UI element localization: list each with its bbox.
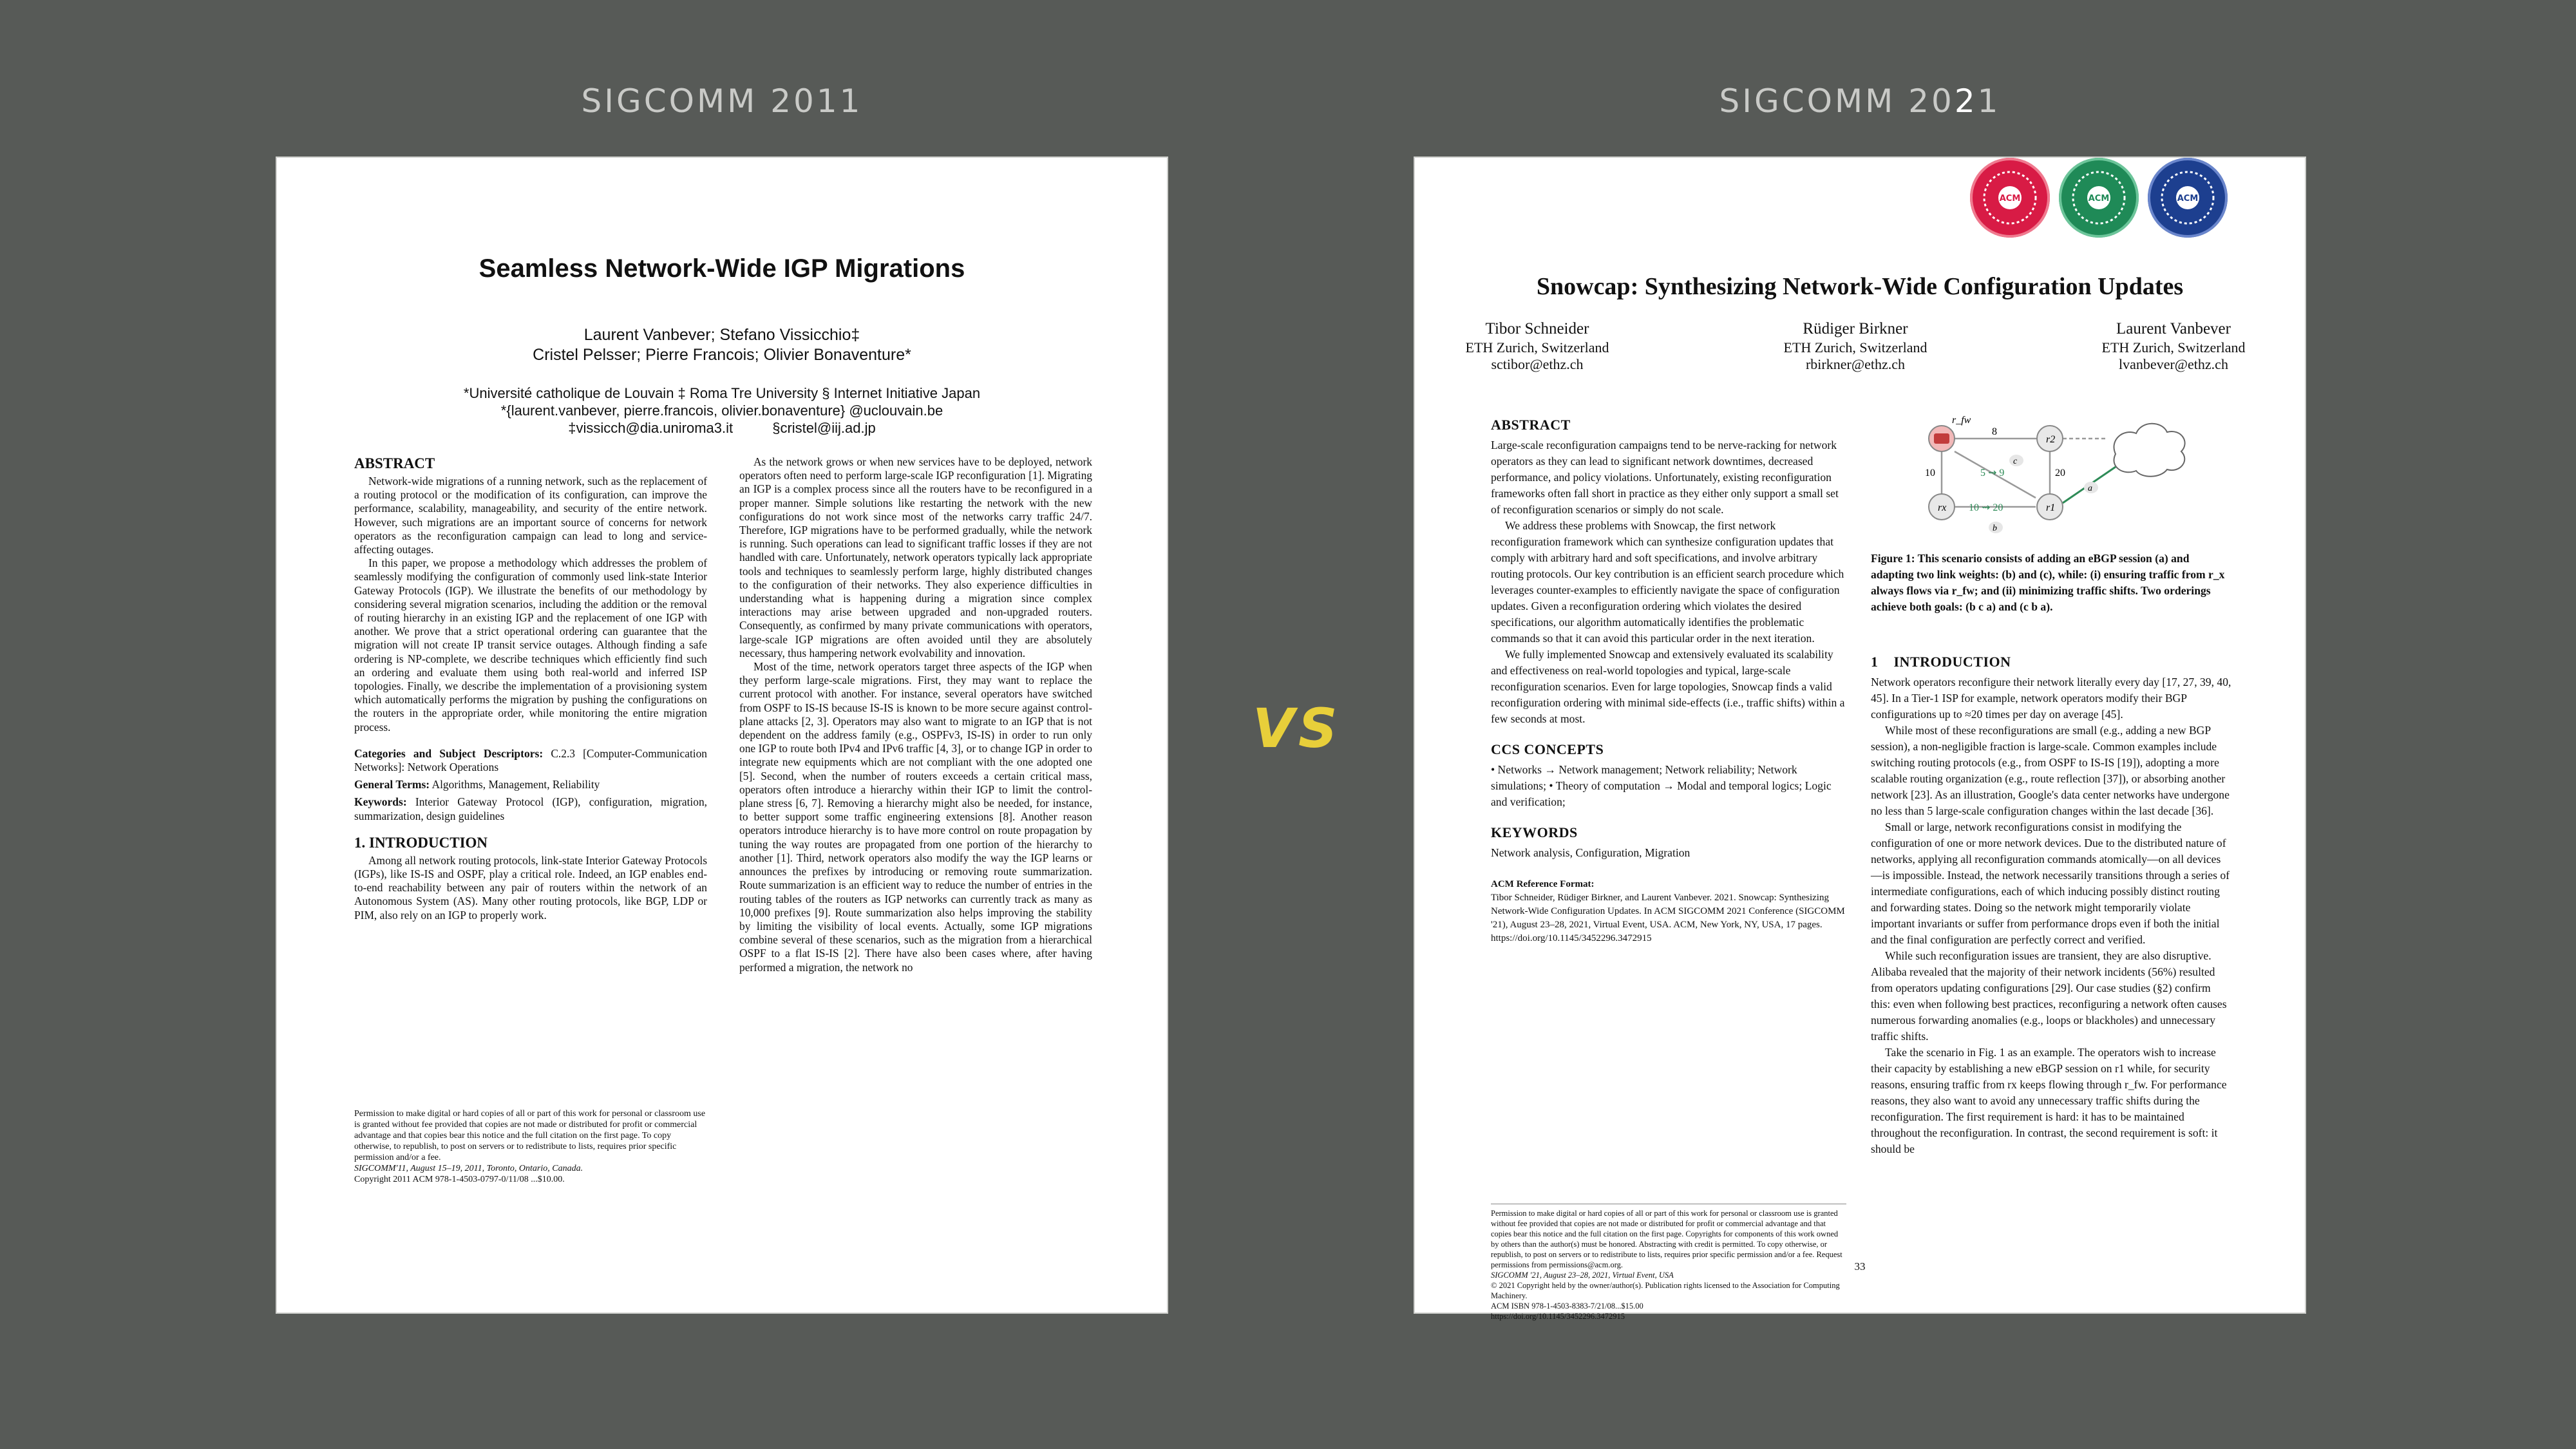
abstract-paragraph-2: We address these problems with Snowcap, the first network reconfiguration framework which can synthesize configuration updates that comply with arbitrary hard and soft specifications, and involve arbitrary routing protocols. Our key contribution is an efficient search procedure which leverages counter-examples to efficiently navigate the space of configuration updates. Given a reconfiguration ordering which violates the desired specifications, our algorithm automatically identifies the problematic commands so that it can avoid this particular order in the next iteration. [1491,519,1844,645]
badge-results-reproduced [2148,158,2228,238]
introduction-paragraph-1: Among all network routing protocols, link-state Interior Gateway Protocols (IGPs), like IS-IS and OSPF, play a critical role. Indeed, an IGP enables end-to-end reachability between any pair of routers within the network of an Autonomous System (AS). Many other routing protocols, like BGP, LDP or PIM, also rely on an IGP to properly work. [354,853,707,922]
affil-line-1: *Université catholique de Louvain ‡ Roma Tre University § Internet Initiative Japan [463,385,981,401]
author-2 [1739,319,1971,373]
author-name: Laurent Vanbever [2116,320,2231,337]
acm-seal-icon [2059,158,2139,238]
acm-reference-heading: ACM Reference Format: [1491,879,1595,889]
svg-text:ACM: ACM [2177,194,2199,204]
right-label-highlight: 2 [1954,82,1978,120]
acm-seal-icon [2148,158,2228,238]
introduction-paragraph-3: Small or large, network reconfigurations consist in modifying the configuration of one or more network devices. Due to the distributed nature of networks, applying all reconfiguration commands atomically—on all devices—is impossible. Instead, the network necessarily transitions through a series of intermediate configurations, each of which inducing possibly distinct routing and forwarding states. Doing so the network might temporarily violate important invariants or suffer from performance drops even if both the initial and the final configuration are perfectly correct and verified. [1871,820,2230,946]
abstract-heading: ABSTRACT [1491,417,1571,433]
introduction-paragraph-5: Take the scenario in Fig. 1 as an example. The operators wish to increase their capacity by establishing a new eBGP session on r1 while, for security reasons, ensuring traffic from rx keeps flowing through r_fw. For performance reasons, they also want to avoid any unnecessary traffic shifts during the reconfiguration. The first requirement is hard: it has to be maintained throughout the reconfiguration. In contrast, the second requirement is soft: it should be [1871,1046,2227,1155]
authors-line-1: Laurent Vanbever; Stefano Vissicchio‡ [583,326,860,344]
copyright-line: Copyright 2011 ACM 978-1-4503-0797-0/11/08 ...$10.00. [354,1175,565,1184]
author-name: Rüdiger Birkner [1803,320,1908,337]
keywords-text: Network analysis, Configuration, Migration [1491,846,1690,859]
abstract-paragraph-1: Large-scale reconfiguration campaigns tend to be nerve-racking for network operators as they can lead to significant network downtimes, decreased performance, and policy violations. Unfortunately, existing reconfiguration frameworks often fall short in practice as they either only support a small set of reconfiguration scenarios or simply do not scale. [1491,439,1839,516]
column2-paragraph-2: Most of the time, network operators target three aspects of the IGP when they perform large-scale migrations. First, they may want to replace the current protocol with another. For instance, several operators have switched from OSPF to IS-IS because IS-IS is known to be more secure against control-plane attacks [2, 3]. Operators may also want to migrate to an IGP that is not dependent on the address family (e.g., OSPFv3, IS-IS) in order to run only one IGP to route both IPv4 and IPv6 traffic [4, 3], or to change IGP in order to integrate new equipments which are not compliant with the one adopted one [5]. Second, when the number of routers exceeds a certain critical mass, operators often introduce a hierarchy within their IGP to limit the control-plane stress [6, 7]. Removing a hierarchy might also be needed, for instance, to better support some traffic engineering extensions [8]. Another reason operators introduce hierarchy is to have more control on route propagation by tuning the way routes are propagated from one portion of the hierarchy to another [1]. Third, network operators also modify the way the IGP learns or announces the prefixes by introducing or removing route summarization. Route summarization is an efficient way to reduce the number of entries in the routing tables of the routers as IGP networks can currently track as many as 10,000 prefixes [9]. Route summarization also helps improving the stability by limiting the visibility of local events. Actually, some IGP migrations combine several of these scenarios, such as the migration from a hierarchical OSPF to a flat IS-IS [2]. There have also been cases where, after having performed a migration, the network no [739,660,1092,974]
copyright-block [354,1108,707,1185]
right-column-1 [1491,417,1846,945]
badge-artifacts-available [2059,158,2139,238]
copyright-notice: Permission to make digital or hard copies of all or part of this work for personal or classroom use is granted without fee provided that copies are not made or distributed for profit or commercial advantage and that copies bear this notice and the full citation on the first page. To copy otherwise, to republish, to post on servers or to redistribute to lists, requires prior specific permission and/or a fee. [354,1109,706,1162]
introduction-heading: 1. INTRODUCTION [354,834,488,851]
weight-bottom: 10 ⇝ 20 [1969,502,2003,513]
affil-line-3: ‡vissicch@dia.uniroma3.it §cristel@iij.ad.jp [568,420,876,436]
right-slide-label [1719,82,2001,120]
affil-line-2: *{laurent.vanbever, pierre.francois, olivier.bonaventure} @uclouvain.be [500,402,943,419]
weight-top: 8 [1992,426,1997,437]
figure-1 [1871,414,2231,691]
vs-label: VS [1253,697,1341,760]
tag-b: b [1993,524,1997,533]
ccs-text: • Networks → Network management; Network reliability; Network simulations; • Theory of computation → Modal and temporal logics; Logic and verification; [1491,763,1832,808]
introduction-paragraph-1: Network operators reconfigure their network literally every day [17, 27, 39, 40, 45]. In a Tier-1 ISP for example, network operators modify their BGP configurations up to ≈20 times per day on average [45]. [1871,676,2231,721]
label-rx: rx [1938,502,1947,513]
label-rfw: r_fw [1952,415,1971,426]
paper-title: Snowcap: Synthesizing Network-Wide Configuration Updates [1536,273,2184,300]
copyright-venue: SIGCOMM '21, August 23–28, 2021, Virtual Event, USA [1491,1271,1674,1280]
abstract-heading: ABSTRACT [354,455,435,471]
affiliations [277,384,1167,437]
firewall-icon [1934,433,1949,444]
copyright-owner: © 2021 Copyright held by the owner/author(s). Publication rights licensed to the Association for Computing Machinery. [1491,1281,1840,1300]
weight-right: 20 [2055,468,2065,478]
categories-label: Categories and Subject Descriptors: [354,746,544,760]
authors-line-2: Cristel Pelsser; Pierre Francois; Olivier Bonaventure* [533,346,911,364]
introduction-heading: 1 INTRODUCTION [1871,654,2011,670]
cloud-icon [2114,424,2185,477]
author-3 [2058,319,2289,373]
paper-2011 [276,156,1168,1314]
paper-2021 [1414,156,2306,1321]
left-slide-label: SIGCOMM 2011 [581,82,863,120]
label-r1: r1 [2046,502,2056,513]
badge-artifacts-evaluated [1970,158,2050,238]
author-affiliation: ETH Zurich, Switzerland [2101,339,2246,355]
author-email: lvanbever@ethz.ch [2119,356,2228,372]
paper-title: Seamless Network-Wide IGP Migrations [478,254,965,283]
column2-paragraph-1: As the network grows or when new services have to be deployed, network operators often need to perform large-scale IGP reconfiguration [1]. Migrating an IGP is a complex process since all the routers have to be reconfigured in a proper manner. Simple solutions like restarting the network with the new configurations do not work since most of the networks carry traffic 24/7. Therefore, IGP migrations have to be performed gradually, while the network is running. Such operations can lead to significant traffic losses if they are not handled with care. Unfortunately, network operators typically lack appropriate tools and techniques to seamlessly perform large, highly distributed changes to the configuration of their networks. They also experience difficulties in understanding what is happening during a migration since complex interactions may arise between upgraded and non-upgraded routers. Consequently, as confirmed by many private communications with operators, large-scale IGP migrations are often avoided until they are absolutely necessary, thus hampering network evolvability and innovation. [739,455,1092,659]
author-affiliation: ETH Zurich, Switzerland [1783,339,1927,355]
acm-seal-icon [1970,158,2050,238]
right-label-prefix: SIGCOMM 20 [1719,82,1955,120]
left-column-2 [739,455,1092,974]
keywords-heading: KEYWORDS [1491,824,1578,840]
abstract-paragraph-2: In this paper, we propose a methodology which addresses the problem of seamlessly modifying the configuration of commonly used link-state Interior Gateway Protocols (IGP). We illustrate the benefits of our methodology by considering several migration scenarios, including the addition or the removal of routing hierarchy in an existing IGP and the replacement of one IGP with another. We prove that a strict operational ordering can guarantee that the migration will not create IP transit service outages. Although finding a safe ordering is NP-complete, we describe techniques which efficiently find such an ordering and evaluate them using both real-world and inferred ISP topologies. Finally, we describe the implementation of a provisioning system which automatically performs the migration by pushing the configurations on the routers in the appropriate order, while monitoring the entire migration process. [354,556,707,734]
terms-text: Algorithms, Management, Reliability [431,778,600,791]
right-label-suffix: 1 [1977,82,2001,120]
copyright-notice: Permission to make digital or hard copies of all or part of this work for personal or classroom use is granted without fee provided that copies are not made or distributed for profit or commercial advantage and that copies bear this notice and the full citation on the first page. Copyrights for components of this work owned by others than the author(s) must be honored. Abstracting with credit is permitted. To copy otherwise, or republish, to post on servers or to redistribute to lists, requires prior specific permission and/or a fee. Request permissions from permissions@acm.org. [1491,1209,1842,1269]
keywords-text: Interior Gateway Protocol (IGP), configuration, migration, summarization, design guidelines [354,795,707,822]
acm-reference-text: Tibor Schneider, Rüdiger Birkner, and Laurent Vanbever. 2021. Snowcap: Synthesizing Network-Wide Configuration Updates. In ACM SIGCOMM 2021 Conference (SIGCOMM '21), August 23–28, 2021, Virtual Event, USA. ACM, New York, NY, USA, 17 pages. https://doi.org/10.1145/3452296.3472915 [1491,893,1845,943]
copyright-venue: SIGCOMM'11, August 15–19, 2011, Toronto, Ontario, Canada. [354,1164,583,1173]
abstract-paragraph-1: Network-wide migrations of a running network, such as the replacement of a routing protocol or the modification of its configuration, can improve the performance, scalability, manageability, and security of the entire network. However, such migrations are an important source of concerns for network operators as the reconfiguration campaign can lead to long and service-affecting outages. [354,475,707,556]
abstract-paragraph-3: We fully implemented Snowcap and extensively evaluated its scalability and effectiveness on real-world topologies and typical, large-scale reconfiguration scenarios. Even for large topologies, Snowcap finds a valid reconfiguration ordering with minimal side-effects (i.e., traffic shifts) within a few seconds at most. [1491,648,1845,725]
left-column-1 [354,455,707,922]
author-email: sctibor@ethz.ch [1491,356,1584,372]
network-diagram [1884,414,2219,543]
copyright-doi: https://doi.org/10.1145/3452296.3472915 [1491,1312,1625,1321]
tag-a: a [2088,484,2092,493]
author-list [277,325,1167,365]
introduction-paragraph-4: While such reconfiguration issues are transient, they are also disruptive. Alibaba revealed that the majority of their network incidents (56%) resulted from operators updating configurations [29]. Our case studies (§2) confirm this: even when following best practices, reconfiguring a network often causes numerous forwarding anomalies (e.g., loops or blackholes) and unnecessary traffic shifts. [1871,949,2227,1043]
author-1 [1421,319,1653,373]
ccs-heading: CCS CONCEPTS [1491,741,1604,757]
keywords-line [354,795,707,822]
keywords-label: Keywords: [354,795,407,809]
author-email: rbirkner@ethz.ch [1805,356,1906,372]
terms-label: General Terms: [354,778,430,791]
page-number: 33 [1854,1260,1866,1273]
tag-c: c [2013,457,2018,466]
svg-text:ACM: ACM [2088,194,2110,204]
author-name: Tibor Schneider [1485,320,1589,337]
author-affiliation: ETH Zurich, Switzerland [1465,339,1609,355]
label-r2: r2 [2046,434,2056,445]
categories-text: C.2.3 [Computer-Communication Networks]: Network Operations [354,746,707,774]
copyright-isbn: ACM ISBN 978-1-4503-8383-7/21/08...$15.00 [1491,1302,1643,1311]
categories-line [354,747,707,774]
weight-left: 10 [1925,468,1935,478]
right-column-2 [1871,654,2231,1157]
terms-line [354,778,707,791]
figure-caption: Figure 1: This scenario consists of adding an eBGP session (a) and adapting two link weights: (b) and (c), while: (i) ensuring traffic from r_x always flows via r_fw; and (ii) minimizing traffic shifts. Two orderings achieve both goals: (b c a) and (c b a). [1871,552,2225,613]
weight-mid: 5 ⇝ 9 [1980,468,2005,478]
svg-text:ACM: ACM [1999,194,2021,204]
introduction-paragraph-2: While most of these reconfigurations are small (e.g., adding a new BGP session), a non-negligible fraction is large-scale. Common examples include switching routing protocols (e.g., from OSPF to IS-IS [19]), adopting a more scalable routing organization (e.g., route reflection [37]), or absorbing another network [23]. As an illustration, Google's data center networks have undergone no less than 5 large-scale configuration changes within the last decade [36]. [1871,724,2230,817]
